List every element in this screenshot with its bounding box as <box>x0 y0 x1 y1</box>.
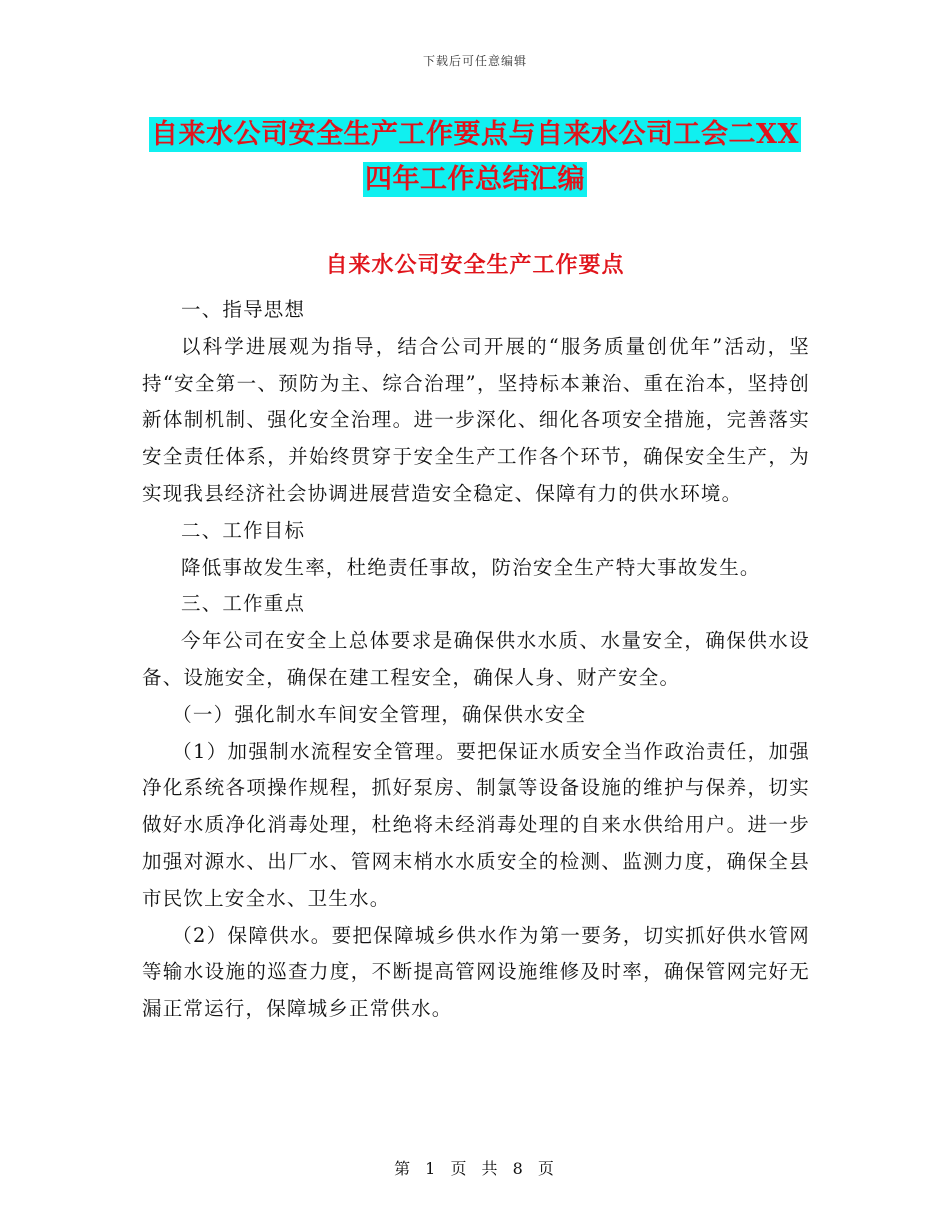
page-footer: 第 1 页 共 8 页 <box>394 1159 556 1178</box>
page-header: 下载后可任意编辑 <box>422 54 527 68</box>
title-highlight-1: 自来水公司安全生产工作要点与自来水公司工会二XX <box>151 119 799 150</box>
paragraph-work-goal: 降低事故发生率，杜绝责任事故，防治安全生产特大事故发生。 <box>181 555 761 579</box>
paragraph-work-focus: 今年公司在安全上总体要求是确保供水水质、水量安全，确保供水设备、设施安全，确保在建工程安全，确保人身、财产安全。 <box>142 629 810 689</box>
paragraph-guiding-thought: 以科学进展观为指导，结合公司开展的“服务质量创优年”活动，坚持“安全第一、预防为主、综合治理”，坚持标本兼治、重在治本，坚持创新体制机制、强化安全治理。进一步深化、细化各项安全措施，完善落实安全责任体系，并始终贯穿于安全生产工作各个环节，确保安全生产，为实现我县经济社会协调进展营造安全稳定、保障有力的供水环境。 <box>142 334 810 505</box>
document-title-line-2 <box>0 157 950 196</box>
title-highlight-2: 四年工作总结汇编 <box>365 164 585 195</box>
heading-guiding-thought: 一、指导思想 <box>181 298 306 321</box>
section-title: 自来水公司安全生产工作要点 <box>325 252 625 278</box>
subheading-water-workshop: （一）强化制水车间安全管理，确保供水安全 <box>172 702 587 726</box>
heading-work-goal: 二、工作目标 <box>181 518 306 542</box>
paragraph-item-2: （2）保障供水。要把保障城乡供水作为第一要务，切实抓好供水管网等输水设施的巡查力度，不断提高管网设施维修及时率，确保管网完好无漏正常运行，保障城乡正常供水。 <box>142 923 810 1021</box>
document-body <box>142 292 810 1028</box>
heading-work-focus: 三、工作重点 <box>181 592 306 616</box>
paragraph-item-1: （1）加强制水流程安全管理。要把保证水质安全当作政治责任，加强净化系统各项操作规程，抓好泵房、制氯等设备设施的维护与保养，切实做好水质净化消毒处理，杜绝将未经消毒处理的自来水供给用户。进一步加强对源水、出厂水、管网末梢水水质安全的检测、监测力度，确保全县市民饮上安全水、卫生水。 <box>142 739 810 910</box>
document-title-line-1 <box>0 112 950 151</box>
